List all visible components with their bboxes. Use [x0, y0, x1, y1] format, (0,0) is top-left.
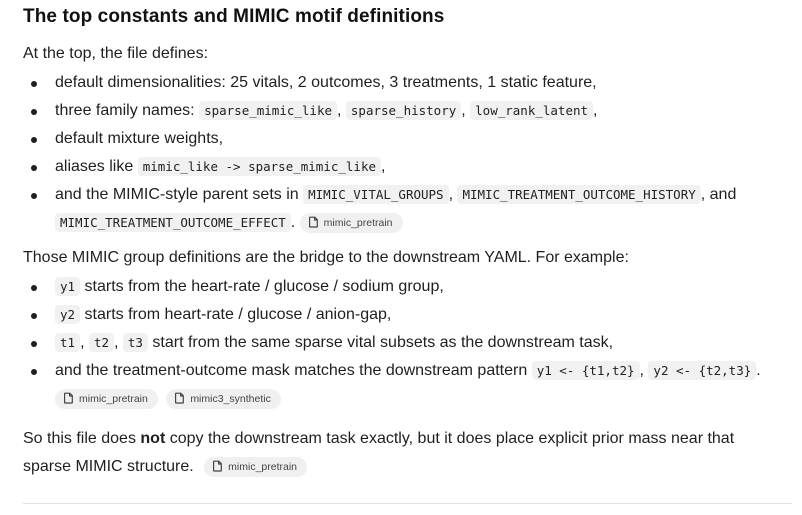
list-item: default dimensionalities: 25 vitals, 2 outcomes, 3 treatments, 1 static feature, [23, 69, 792, 97]
code-span: mimic_like -> sparse_mimic_like [138, 157, 381, 176]
code-span: MIMIC_VITAL_GROUPS [303, 185, 448, 204]
file-icon [212, 460, 223, 472]
code-span: y1 <- {t1,t2} [532, 361, 640, 380]
conclusion-paragraph: So this file does not copy the downstream task exactly, but it does place explicit prior mass near that sparse MIMIC structure. mimic_pretrain [23, 430, 735, 475]
code-span: t1 [55, 333, 80, 352]
list-item: t1 , t2 , t3 start from the same sparse vital subsets as the downstream task, [23, 329, 792, 357]
code-span: MIMIC_TREATMENT_OUTCOME_EFFECT [55, 213, 291, 232]
list-item: and the treatment-outcome mask matches the downstream pattern y1 <- {t1,t2} , y2 <- {t2,t3} . [23, 357, 792, 385]
example-list [23, 273, 792, 413]
list-item-continuation: MIMIC_TREATMENT_OUTCOME_EFFECT . mimic_pretrain [23, 209, 792, 237]
emphasis-text: not [140, 430, 166, 447]
bullet-icon [31, 341, 37, 347]
bullet-icon [31, 137, 37, 143]
code-span: low_rank_latent [470, 101, 593, 120]
list-item: y2 starts from heart-rate / glucose / anion-gap, [23, 301, 792, 329]
bullet-icon [31, 193, 37, 199]
code-span: y2 [55, 305, 80, 324]
divider [23, 503, 792, 504]
code-span: MIMIC_TREATMENT_OUTCOME_HISTORY [457, 185, 700, 204]
list-item: aliases like mimic_like -> sparse_mimic_like , [23, 153, 792, 181]
source-chips-row [23, 385, 792, 413]
list-item: three family names: sparse_mimic_like , sparse_history , low_rank_latent , [23, 97, 792, 125]
bullet-icon [31, 109, 37, 115]
bullet-icon [31, 81, 37, 87]
source-chip[interactable]: mimic_pretrain [204, 457, 307, 477]
file-icon [174, 392, 185, 404]
bullet-icon [31, 313, 37, 319]
source-chip[interactable]: mimic3_synthetic [166, 389, 281, 409]
source-chip[interactable]: mimic_pretrain [55, 389, 158, 409]
code-span: t3 [123, 333, 148, 352]
code-span: y1 [55, 277, 80, 296]
list-item: default mixture weights, [23, 125, 792, 153]
bridge-paragraph: Those MIMIC group definitions are the bridge to the downstream YAML. For example: [23, 249, 629, 266]
source-chip[interactable]: mimic_pretrain [300, 213, 403, 233]
file-icon [63, 392, 74, 404]
constants-list [23, 69, 792, 237]
code-span: t2 [89, 333, 114, 352]
bullet-icon [31, 285, 37, 291]
list-item: y1 starts from the heart-rate / glucose / sodium group, [23, 273, 792, 301]
section-heading: The top constants and MIMIC motif definitions [23, 6, 445, 27]
bullet-icon [31, 369, 37, 375]
code-span: sparse_mimic_like [199, 101, 337, 120]
code-span: y2 <- {t2,t3} [648, 361, 756, 380]
code-span: sparse_history [346, 101, 461, 120]
list-item: and the MIMIC-style parent sets in MIMIC_VITAL_GROUPS , MIMIC_TREATMENT_OUTCOME_HISTORY , and [23, 181, 792, 209]
file-icon [308, 216, 319, 228]
bullet-icon [31, 165, 37, 171]
intro-paragraph: At the top, the file defines: [23, 45, 209, 62]
